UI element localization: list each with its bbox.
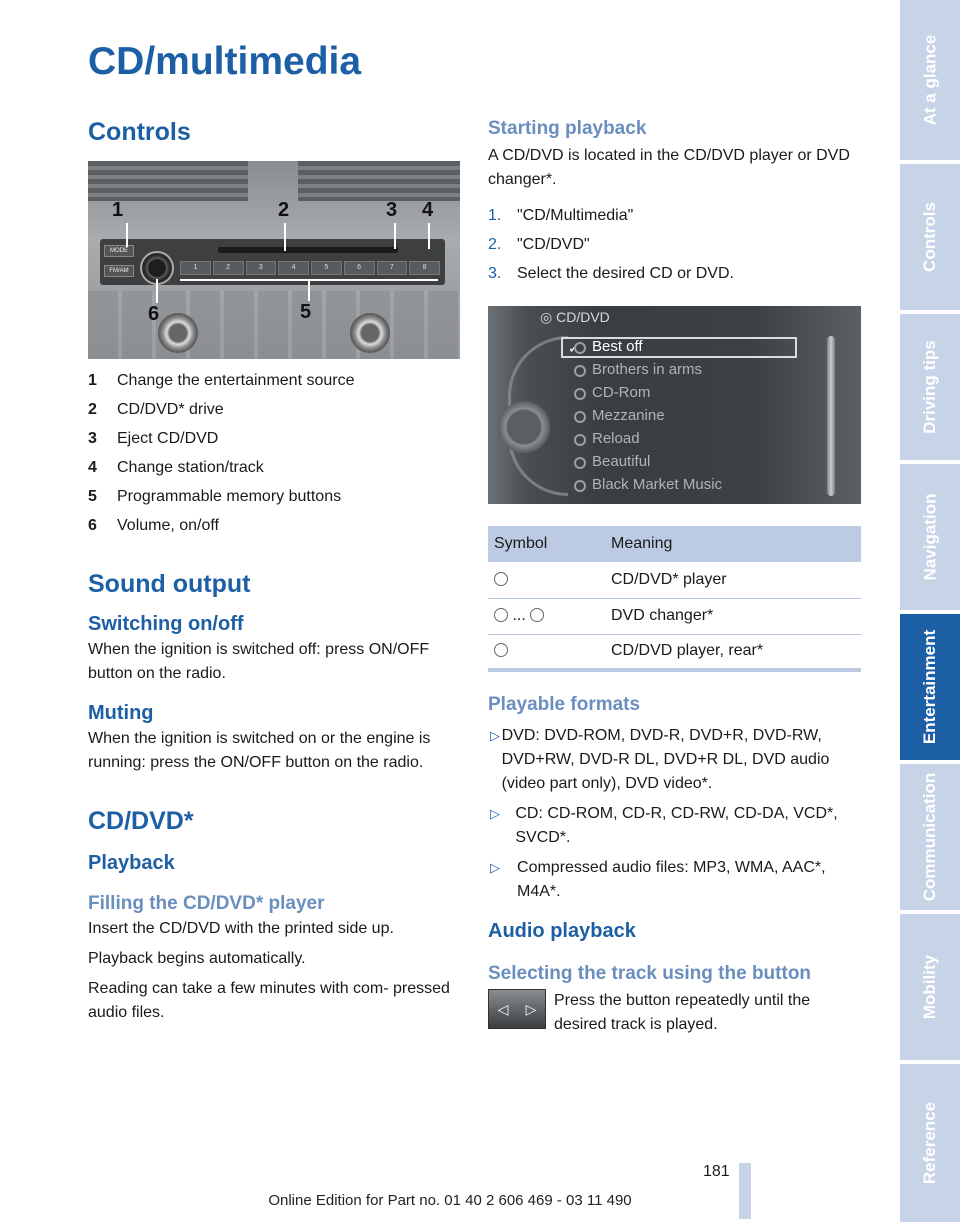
selecting-block: [488, 989, 861, 1037]
fm-am-button: FM/AM: [104, 265, 134, 277]
cd-player-icon: [494, 572, 508, 586]
starting-heading: Starting playback: [488, 118, 647, 139]
item-text: Volume, on/off: [117, 517, 219, 534]
callout-line: [428, 223, 430, 249]
tab-controls[interactable]: [900, 164, 960, 310]
bullet-triangle-icon: ▷: [490, 860, 500, 875]
item-text: CD/DVD* drive: [117, 401, 224, 418]
table-header: Meaning: [605, 526, 861, 562]
callout-line: [308, 279, 310, 301]
memory-button: 5: [311, 261, 342, 275]
rear-player-icon: [494, 643, 508, 657]
item-text: CD: CD-ROM, CD-R, CD-RW, CD-DA, VCD*, SVCD*.: [515, 805, 838, 846]
list-item: [488, 856, 861, 904]
track-button-image: [488, 989, 546, 1029]
filling-heading: Filling the CD/DVD* player: [88, 893, 325, 914]
memory-button: 7: [377, 261, 408, 275]
disc-icon: [574, 411, 586, 423]
step-number: 1.: [488, 207, 502, 224]
callout-line: [126, 223, 128, 247]
screen-list-item: Black Market Music: [592, 476, 723, 493]
callout-number: 2: [278, 199, 290, 221]
switching-text: When the ignition is switched off: press ON/OFF button on the radio.: [88, 641, 430, 682]
step-text: Select the desired CD or DVD.: [517, 265, 734, 282]
screen-list-item: Best off: [592, 338, 643, 355]
climate-knob-left: [158, 313, 198, 353]
tab-label: Mobility: [920, 954, 939, 1020]
controls-list: [88, 369, 460, 538]
tab-mobility[interactable]: [900, 914, 960, 1060]
left-column: [88, 118, 460, 1025]
footer-text: Online Edition for Part no. 01 40 2 606 469 - 03 11 490: [268, 1192, 632, 1209]
item-number: 6: [88, 517, 97, 534]
starting-text: A CD/DVD is located in the CD/DVD player or DVD changer*.: [488, 147, 850, 188]
callout-number: 6: [148, 303, 160, 325]
tab-label: Navigation: [920, 493, 939, 581]
cd-slot: [218, 247, 398, 253]
changer-disc-6-icon: [530, 608, 544, 622]
symbol-ellipsis: ...: [512, 607, 526, 624]
item-text: Programmable memory buttons: [117, 488, 342, 505]
tab-communication[interactable]: [900, 764, 960, 910]
step-item: [488, 204, 861, 228]
screen-header-text: CD/DVD: [556, 309, 610, 325]
playback-heading: Playback: [88, 852, 175, 874]
filling-text-3: Reading can take a few minutes with com- pressed audio files.: [88, 980, 450, 1021]
step-number: 2.: [488, 236, 502, 253]
table-cell: DVD changer*: [605, 598, 861, 634]
page-title: CD/multimedia: [88, 40, 362, 83]
selecting-heading: Selecting the track using the button: [488, 963, 812, 984]
memory-button: 1: [180, 261, 211, 275]
disc-icon: [574, 342, 586, 354]
item-number: 5: [88, 488, 97, 505]
memory-button: 4: [278, 261, 309, 275]
lower-panel: [88, 291, 460, 359]
muting-text: When the ignition is switched on or the engine is running: press the ON/OFF button on the radio.: [88, 730, 431, 771]
screen-header: ◎ CD/DVD: [540, 309, 610, 325]
table-row: [488, 598, 861, 634]
item-text: Change the entertainment source: [117, 372, 355, 389]
list-item: [488, 724, 861, 796]
item-number: 1: [88, 372, 97, 389]
item-number: 3: [88, 430, 97, 447]
tab-reference[interactable]: [900, 1064, 960, 1222]
callout-line: [284, 223, 286, 251]
step-text: "CD/DVD": [517, 236, 590, 253]
changer-disc-1-icon: [494, 608, 508, 622]
table-header: Symbol: [488, 526, 605, 562]
item-number: 4: [88, 459, 97, 476]
screen-list-item: CD-Rom: [592, 384, 651, 401]
tab-label: Reference: [920, 1101, 939, 1185]
mode-button: MODE: [104, 245, 134, 257]
memory-button: 2: [213, 261, 244, 275]
disc-icon: [574, 480, 586, 492]
muting-heading: Muting: [88, 702, 154, 724]
memory-buttons-row: [180, 261, 440, 275]
check-icon: ✓: [568, 340, 580, 356]
memory-button: 6: [344, 261, 375, 275]
switching-heading: Switching on/off: [88, 613, 244, 635]
disc-icon: [574, 388, 586, 400]
screen-list-item: Mezzanine: [592, 407, 665, 424]
air-vent-left: [88, 161, 248, 201]
controls-photo: [88, 161, 460, 359]
sound-output-heading: Sound output: [88, 570, 251, 598]
bullet-triangle-icon: ▷: [490, 728, 500, 743]
item-text: DVD: DVD-ROM, DVD-R, DVD+R, DVD-RW, DVD+RW, DVD-R DL, DVD+R DL, DVD audio (video part only), DVD video*.: [501, 727, 830, 792]
audio-playback-heading: Audio playback: [488, 920, 636, 942]
arrow-right-icon: ▷: [525, 1000, 537, 1017]
formats-heading: Playable formats: [488, 694, 641, 715]
memory-button: 3: [246, 261, 277, 275]
disc-icon: [574, 365, 586, 377]
item-text: Change station/track: [117, 459, 264, 476]
symbol-table: [488, 526, 861, 672]
table-cell-symbol: [488, 634, 605, 670]
air-vent-right: [298, 161, 460, 201]
tab-label: Communication: [920, 772, 940, 902]
callout-number: 4: [422, 199, 434, 221]
callout-number: 1: [112, 199, 124, 221]
climate-knob-right: [350, 313, 390, 353]
controller-icon: [498, 401, 550, 453]
formats-list: [488, 724, 861, 904]
callout-line: [156, 279, 158, 303]
table-row: [488, 562, 861, 598]
tab-label: At a glance: [920, 34, 940, 126]
step-text: "CD/Multimedia": [517, 207, 634, 224]
idrive-screen: [488, 306, 861, 504]
table-cell-symbol: [488, 598, 605, 634]
tab-label: Driving tips: [920, 340, 940, 434]
table-cell: CD/DVD* player: [605, 562, 861, 598]
table-row: [488, 634, 861, 670]
list-item: [488, 802, 861, 850]
cddvd-heading: CD/DVD*: [88, 807, 194, 835]
screen-list-item: Reload: [592, 430, 640, 447]
tab-label: Entertainment: [920, 629, 940, 745]
table-cell-symbol: [488, 562, 605, 598]
table-header-row: [488, 526, 861, 562]
step-number: 3.: [488, 265, 502, 282]
item-number: 2: [88, 401, 97, 418]
filling-text-2: Playback begins automatically.: [88, 950, 306, 967]
step-item: [488, 262, 861, 286]
page-number: 181: [703, 1163, 730, 1180]
list-item: [88, 427, 460, 451]
bullet-triangle-icon: ▷: [490, 806, 500, 821]
list-item: [88, 369, 460, 393]
steps-list: [488, 204, 861, 286]
screen-list-item: Beautiful: [592, 453, 651, 470]
tab-driving-tips[interactable]: [900, 314, 960, 460]
table-cell: CD/DVD player, rear*: [605, 634, 861, 670]
step-item: [488, 233, 861, 257]
list-item: [88, 456, 460, 480]
disc-icon: [574, 457, 586, 469]
memory-button: 8: [409, 261, 440, 275]
right-column: [488, 118, 861, 1037]
controls-heading: Controls: [88, 118, 191, 146]
item-text: Compressed audio files: MP3, WMA, AAC*, M4A*.: [517, 859, 826, 900]
callout-number: 5: [300, 301, 312, 323]
list-item: [88, 485, 460, 509]
screen-list-item: Brothers in arms: [592, 361, 703, 378]
callout-line: [394, 223, 396, 249]
filling-text-1: Insert the CD/DVD with the printed side up.: [88, 920, 394, 937]
item-text: Eject CD/DVD: [117, 430, 219, 447]
page-marker: [739, 1163, 751, 1219]
tab-label: Controls: [920, 202, 940, 272]
tab-navigation[interactable]: [900, 464, 960, 610]
list-item: [88, 514, 460, 538]
arrow-left-icon: ◁: [497, 1000, 509, 1017]
disc-icon: [574, 434, 586, 446]
tab-at-a-glance[interactable]: [900, 0, 960, 160]
list-item: [88, 398, 460, 422]
callout-number: 3: [386, 199, 398, 221]
tab-entertainment[interactable]: [900, 614, 960, 760]
scroll-bar: [827, 336, 835, 496]
selecting-text: Press the button repeatedly until the desired track is played.: [554, 992, 811, 1033]
